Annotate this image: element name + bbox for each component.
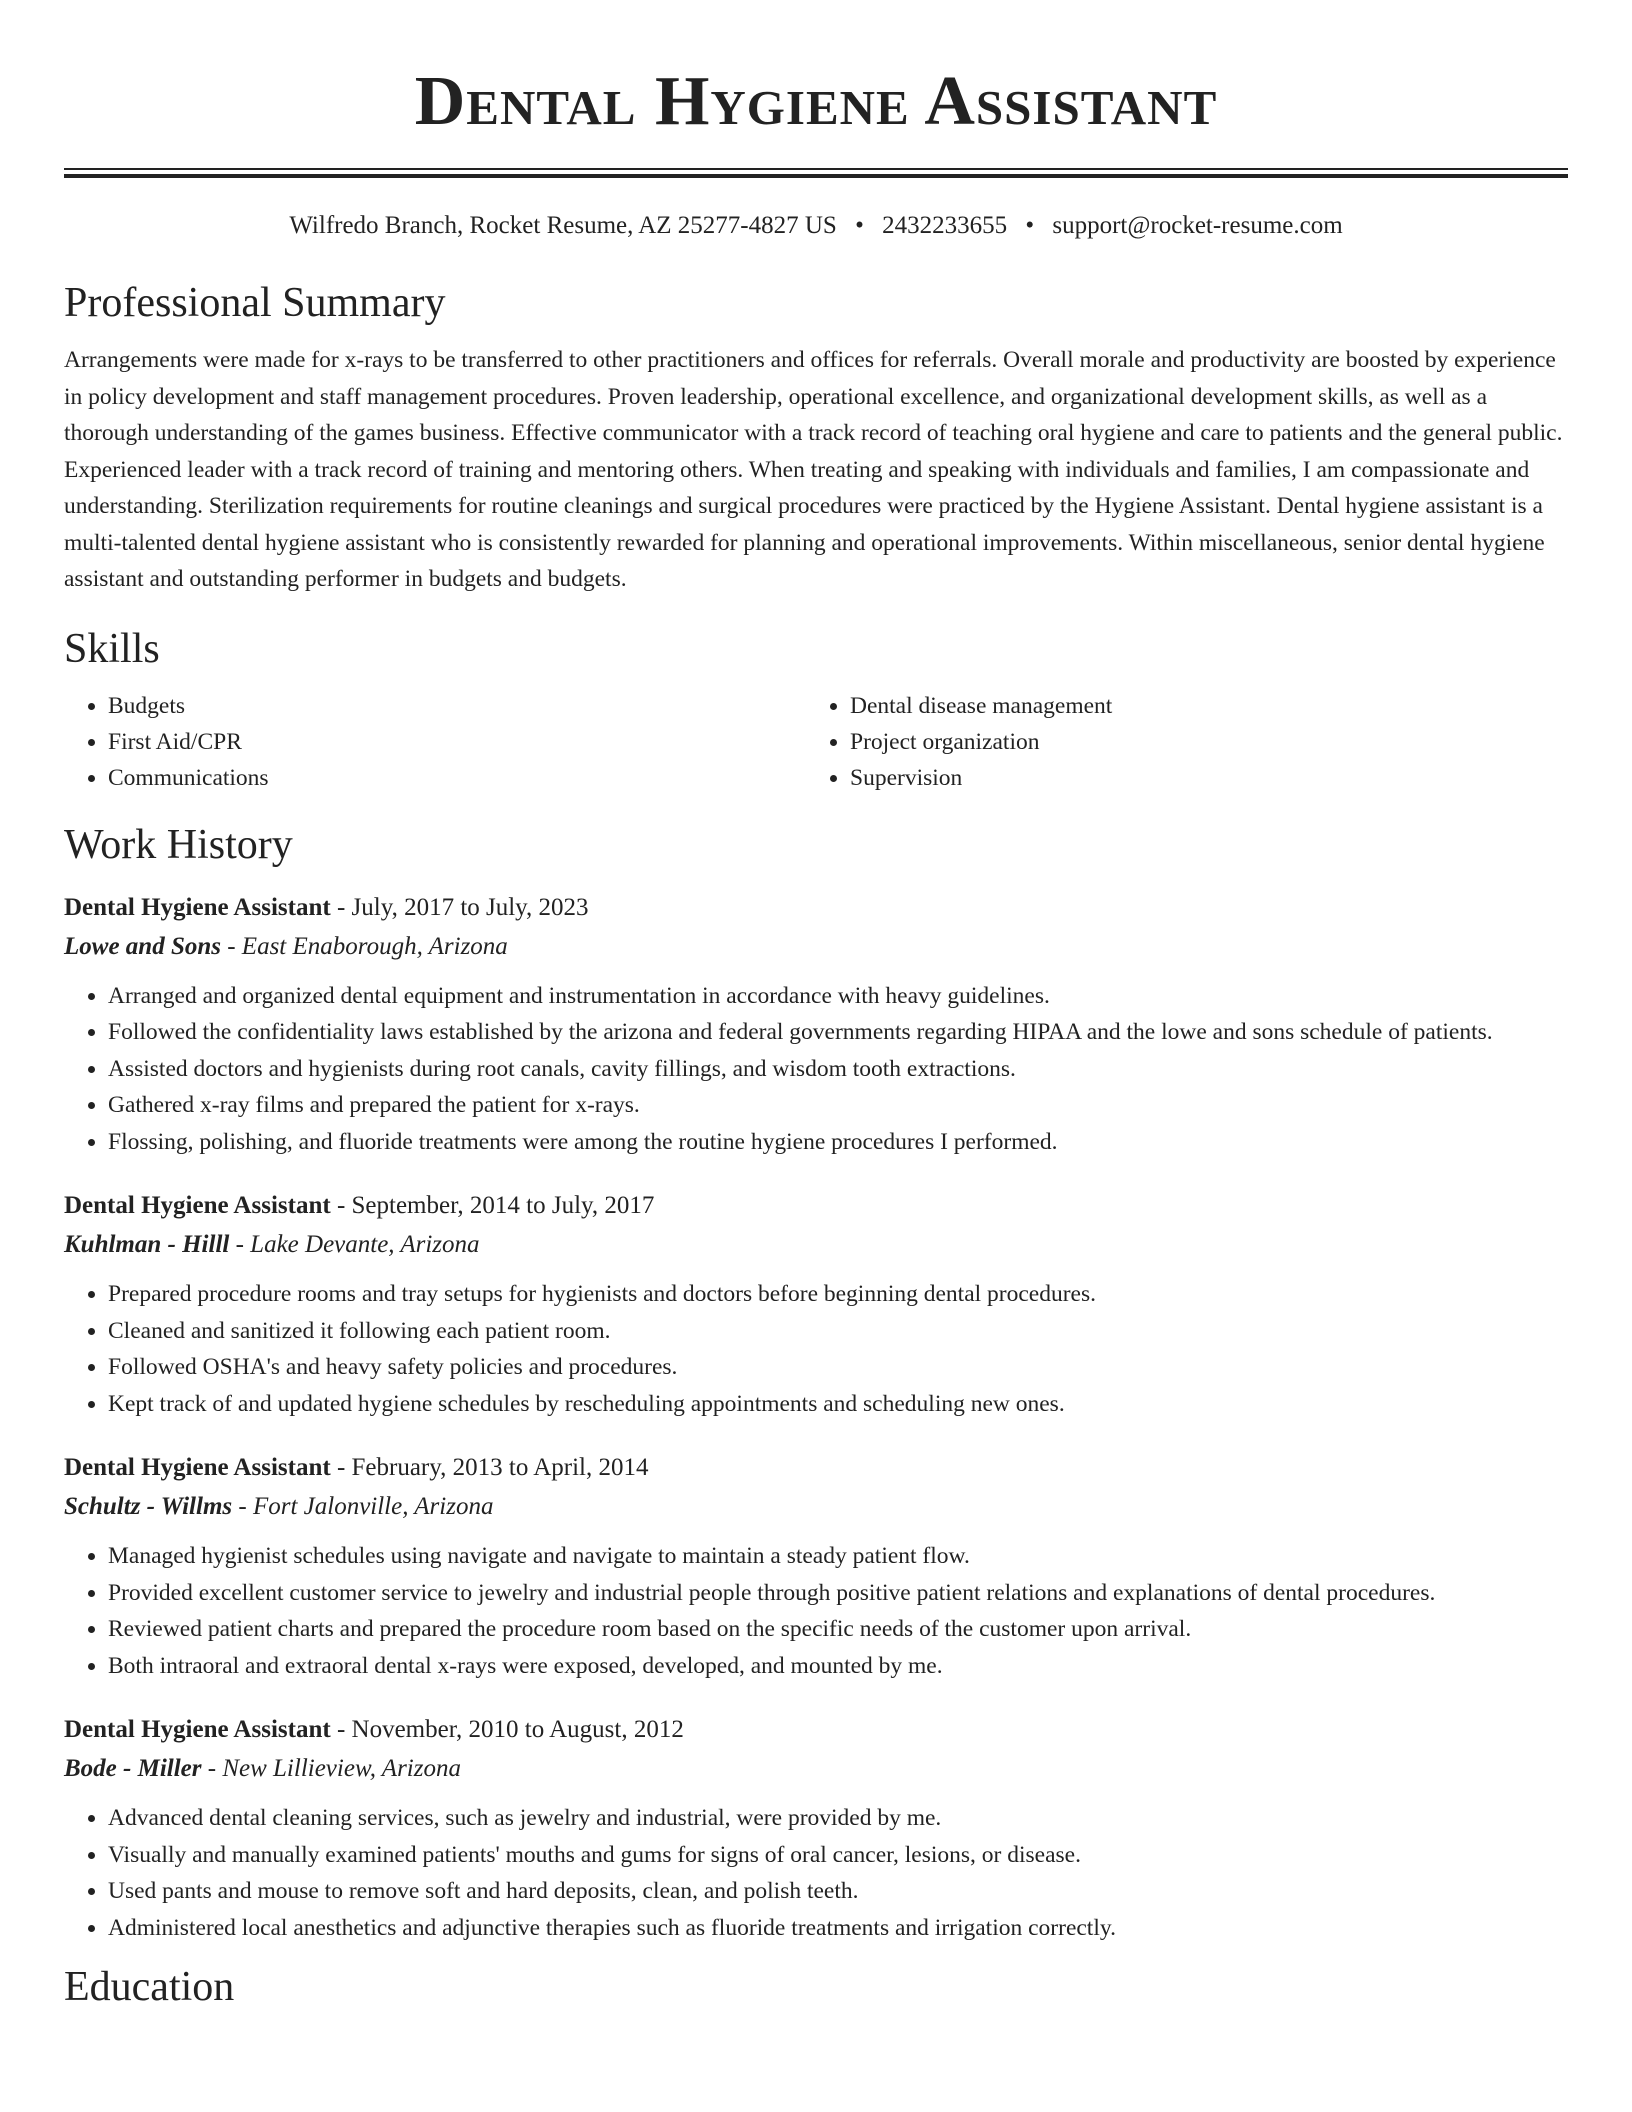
- job-company: Schultz - Willms: [64, 1493, 233, 1520]
- job-dates: - July, 2017 to July, 2023: [330, 893, 589, 921]
- job-title-line: [64, 1448, 1568, 1488]
- job-company-line: [64, 1488, 1568, 1526]
- contact-email: support@rocket-resume.com: [1052, 212, 1343, 239]
- job-location: - East Enaborough, Arizona: [220, 932, 508, 960]
- job-bullet: • Advanced dental cleaning services, such as jewelry and industrial, were provided by me.: [108, 1800, 1568, 1837]
- summary-heading: Professional Summary: [64, 280, 446, 326]
- contact-separator: •: [1025, 212, 1035, 239]
- job-bullet: • Arranged and organized dental equipment and instrumentation in accordance with heavy guidelines.: [108, 978, 1568, 1015]
- job-bullets: [64, 1538, 1568, 1684]
- job-company: Bode - Miller: [64, 1755, 202, 1782]
- job-bullet: • Followed the confidentiality laws established by the arizona and federal governments regarding HIPAA and the lowe and sons schedule of patients.: [108, 1014, 1568, 1051]
- job-bullets: [64, 1276, 1568, 1422]
- job-company-line: [64, 1750, 1568, 1788]
- skill-item: • Dental disease management: [850, 688, 1548, 724]
- job-bullet: • Flossing, polishing, and fluoride treatments were among the routine hygiene procedures I performed.: [108, 1124, 1568, 1161]
- job-role: Dental Hygiene Assistant: [64, 1716, 331, 1743]
- job-bullet: • Used pants and mouse to remove soft and hard deposits, clean, and polish teeth.: [108, 1873, 1568, 1910]
- job-bullet: • Reviewed patient charts and prepared the procedure room based on the specific needs of the customer upon arrival.: [108, 1611, 1568, 1648]
- job-title-line: [64, 1710, 1568, 1750]
- job-role: Dental Hygiene Assistant: [64, 893, 331, 921]
- contact-phone: 2432233655: [882, 212, 1008, 239]
- job-entry: [64, 1710, 1568, 1946]
- job-role: Dental Hygiene Assistant: [64, 1454, 331, 1481]
- skills-column-right: [806, 688, 1548, 796]
- skills-list: [64, 688, 1568, 796]
- job-bullets: [64, 1800, 1568, 1946]
- job-title-line: [64, 1186, 1568, 1226]
- job-dates: - September, 2014 to July, 2017: [330, 1192, 655, 1219]
- job-dates: - November, 2010 to August, 2012: [330, 1716, 684, 1743]
- job-bullet: • Administered local anesthetics and adjunctive therapies such as fluoride treatments and irrigation correctly.: [108, 1910, 1568, 1947]
- job-bullet: • Prepared procedure rooms and tray setups for hygienists and doctors before beginning dental procedures.: [108, 1276, 1568, 1313]
- skill-item: • Communications: [108, 760, 806, 796]
- skill-item: • First Aid/CPR: [108, 724, 806, 760]
- education-heading: Education: [64, 1964, 235, 2010]
- job-title-line: [64, 888, 1568, 928]
- skill-item: • Supervision: [850, 760, 1548, 796]
- contact-address: Wilfredo Branch, Rocket Resume, AZ 25277-4827 US: [289, 212, 837, 239]
- job-location: - Lake Devante, Arizona: [229, 1231, 480, 1258]
- job-bullet: • Visually and manually examined patients' mouths and gums for signs of oral cancer, lesions, or disease.: [108, 1837, 1568, 1874]
- contact-separator: •: [855, 212, 864, 239]
- job-bullet: • Kept track of and updated hygiene schedules by rescheduling appointments and scheduling new ones.: [108, 1386, 1568, 1423]
- job-company-line: [64, 1226, 1568, 1264]
- job-bullet: • Followed OSHA's and heavy safety policies and procedures.: [108, 1349, 1568, 1386]
- job-bullets: [64, 978, 1568, 1161]
- job-entry: [64, 1448, 1568, 1684]
- job-entry: [64, 888, 1568, 1161]
- job-bullet: • Provided excellent customer service to jewelry and industrial people through positive patient relations and explanations of dental procedures.: [108, 1575, 1568, 1612]
- job-company: Kuhlman - Hilll: [64, 1231, 230, 1258]
- header-divider: [64, 168, 1568, 178]
- resume-page: [64, 0, 1568, 2012]
- job-company-line: [64, 928, 1568, 966]
- work-history-heading: Work History: [64, 821, 293, 868]
- summary-text: Arrangements were made for x-rays to be transferred to other practitioners and offices for referrals. Overall morale and productivity are boosted by experience in policy development and staff management procedures. Proven leadership, operational excellence, and organizational development skills, as well as a thorough understanding of the games business. Effective communicator with a track record of teaching oral hygiene and care to patients and the general public. Experienced leader with a track record of training and mentoring others. When treating and speaking with individuals and families, I am compassionate and understanding. Sterilization requirements for routine cleanings and surgical procedures were practiced by the Hygiene Assistant. Dental hygiene assistant is a multi-talented dental hygiene assistant who is consistently rewarded for planning and operational improvements. Within miscellaneous, senior dental hygiene assistant and outstanding performer in budgets and budgets.: [64, 347, 1563, 592]
- job-location: - Fort Jalonville, Arizona: [232, 1493, 494, 1520]
- job-bullet: • Gathered x-ray films and prepared the patient for x-rays.: [108, 1087, 1568, 1124]
- skills-heading: Skills: [64, 625, 160, 672]
- skills-column-left: [64, 688, 806, 796]
- job-role: Dental Hygiene Assistant: [64, 1192, 331, 1219]
- skill-item: • Project organization: [850, 724, 1548, 760]
- resume-name: Dental Hygiene Assistant: [414, 63, 1218, 140]
- contact-line: [64, 210, 1568, 242]
- job-company: Lowe and Sons: [64, 932, 221, 960]
- job-bullet: • Assisted doctors and hygienists during root canals, cavity fillings, and wisdom tooth extractions.: [108, 1051, 1568, 1088]
- job-bullet: • Both intraoral and extraoral dental x-rays were exposed, developed, and mounted by me.: [108, 1648, 1568, 1685]
- skill-item: • Budgets: [108, 688, 806, 724]
- job-location: - New Lillieview, Arizona: [201, 1755, 461, 1782]
- job-dates: - February, 2013 to April, 2014: [330, 1454, 649, 1481]
- job-bullet: • Cleaned and sanitized it following each patient room.: [108, 1313, 1568, 1350]
- job-bullet: • Managed hygienist schedules using navigate and navigate to maintain a steady patient flow.: [108, 1538, 1568, 1575]
- job-entry: [64, 1186, 1568, 1422]
